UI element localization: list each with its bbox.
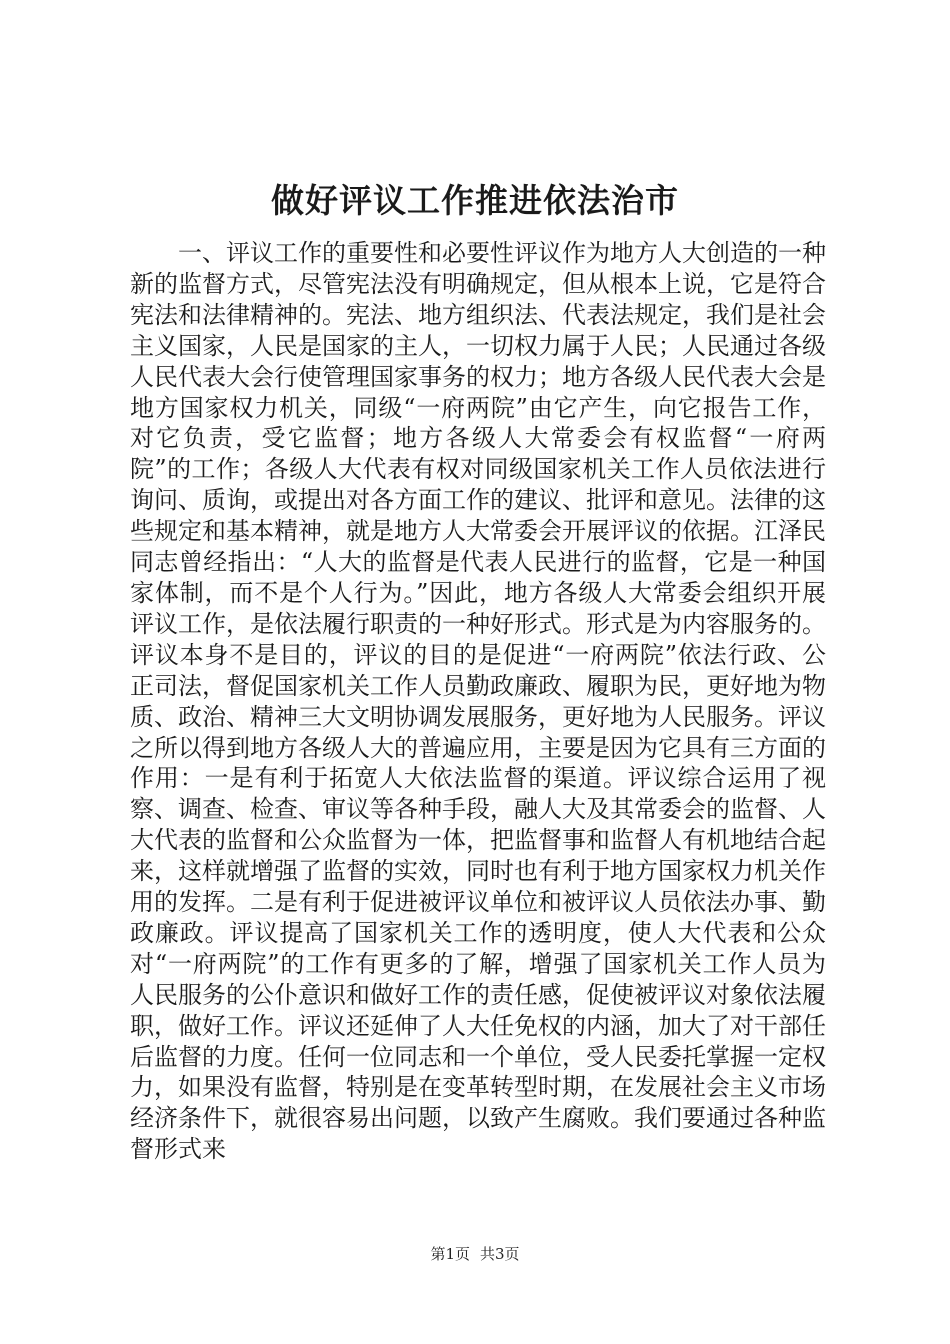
document-body-paragraph: 一、评议工作的重要性和必要性评议作为地方人大创造的一种新的监督方式，尽管宪法没有明确规定，但从根本上说，它是符合宪法和法律精神的。宪法、地方组织法、代表法规定，我们是社会主义国家，人民是国家的主人，一切权力属于人民；人民通过各级人民代表大会行使管理国家事务的权力；地方各级人民代表大会是地方国家权力机关，同级“一府两院”由它产生，向它报告工作，对它负责，受它监督；地方各级人大常委会有权监督“一府两院”的工作；各级人大代表有权对同级国家机关工作人员依法进行询问、质询，或提出对各方面工作的建议、批评和意见。法律的这些规定和基本精神，就是地方人大常委会开展评议的依据。江泽民同志曾经指出：“人大的监督是代表人民进行的监督，它是一种国家体制，而不是个人行为。”因此，地方各级人大常委会组织开展评议工作，是依法履行职责的一种好形式。形式是为内容服务的。评议本身不是目的，评议的目的是促进“一府两院”依法行政、公正司法，督促国家机关工作人员勤政廉政、履职为民，更好地为物质、政治、精神三大文明协调发展服务，更好地为人民服务。评议之所以得到地方各级人大的普遍应用，主要是因为它具有三方面的作用：一是有利于拓宽人大依法监督的渠道。评议综合运用了视察、调查、检查、审议等各种手段，融人大及其常委会的监督、人大代表的监督和公众监督为一体，把监督事和监督人有机地结合起来，这样就增强了监督的实效，同时也有利于地方国家权力机关作用的发挥。二是有利于促进被评议单位和被评议人员依法办事、勤政廉政。评议提高了国家机关工作的透明度，使人大代表和公众对“一府两院”的工作有更多的了解，增强了国家机关工作人员为人民服务的公仆意识和做好工作的责任感，促使被评议对象依法履职，做好工作。评议还延伸了人大任免权的内涵，加大了对干部任后监督的力度。任何一位同志和一个单位，受人民委托掌握一定权力，如果没有监督，特别是在变革转型时期，在发展社会主义市场经济条件下，就很容易出问题，以致产生腐败。我们要通过各种监督形式来 [130,239,826,1164]
page-number-current: 第1页 [430,1245,470,1263]
page-footer [0,1244,950,1264]
document-title: 做好评议工作推进依法治市 [271,181,679,220]
page-number-total: 共3页 [480,1245,520,1263]
